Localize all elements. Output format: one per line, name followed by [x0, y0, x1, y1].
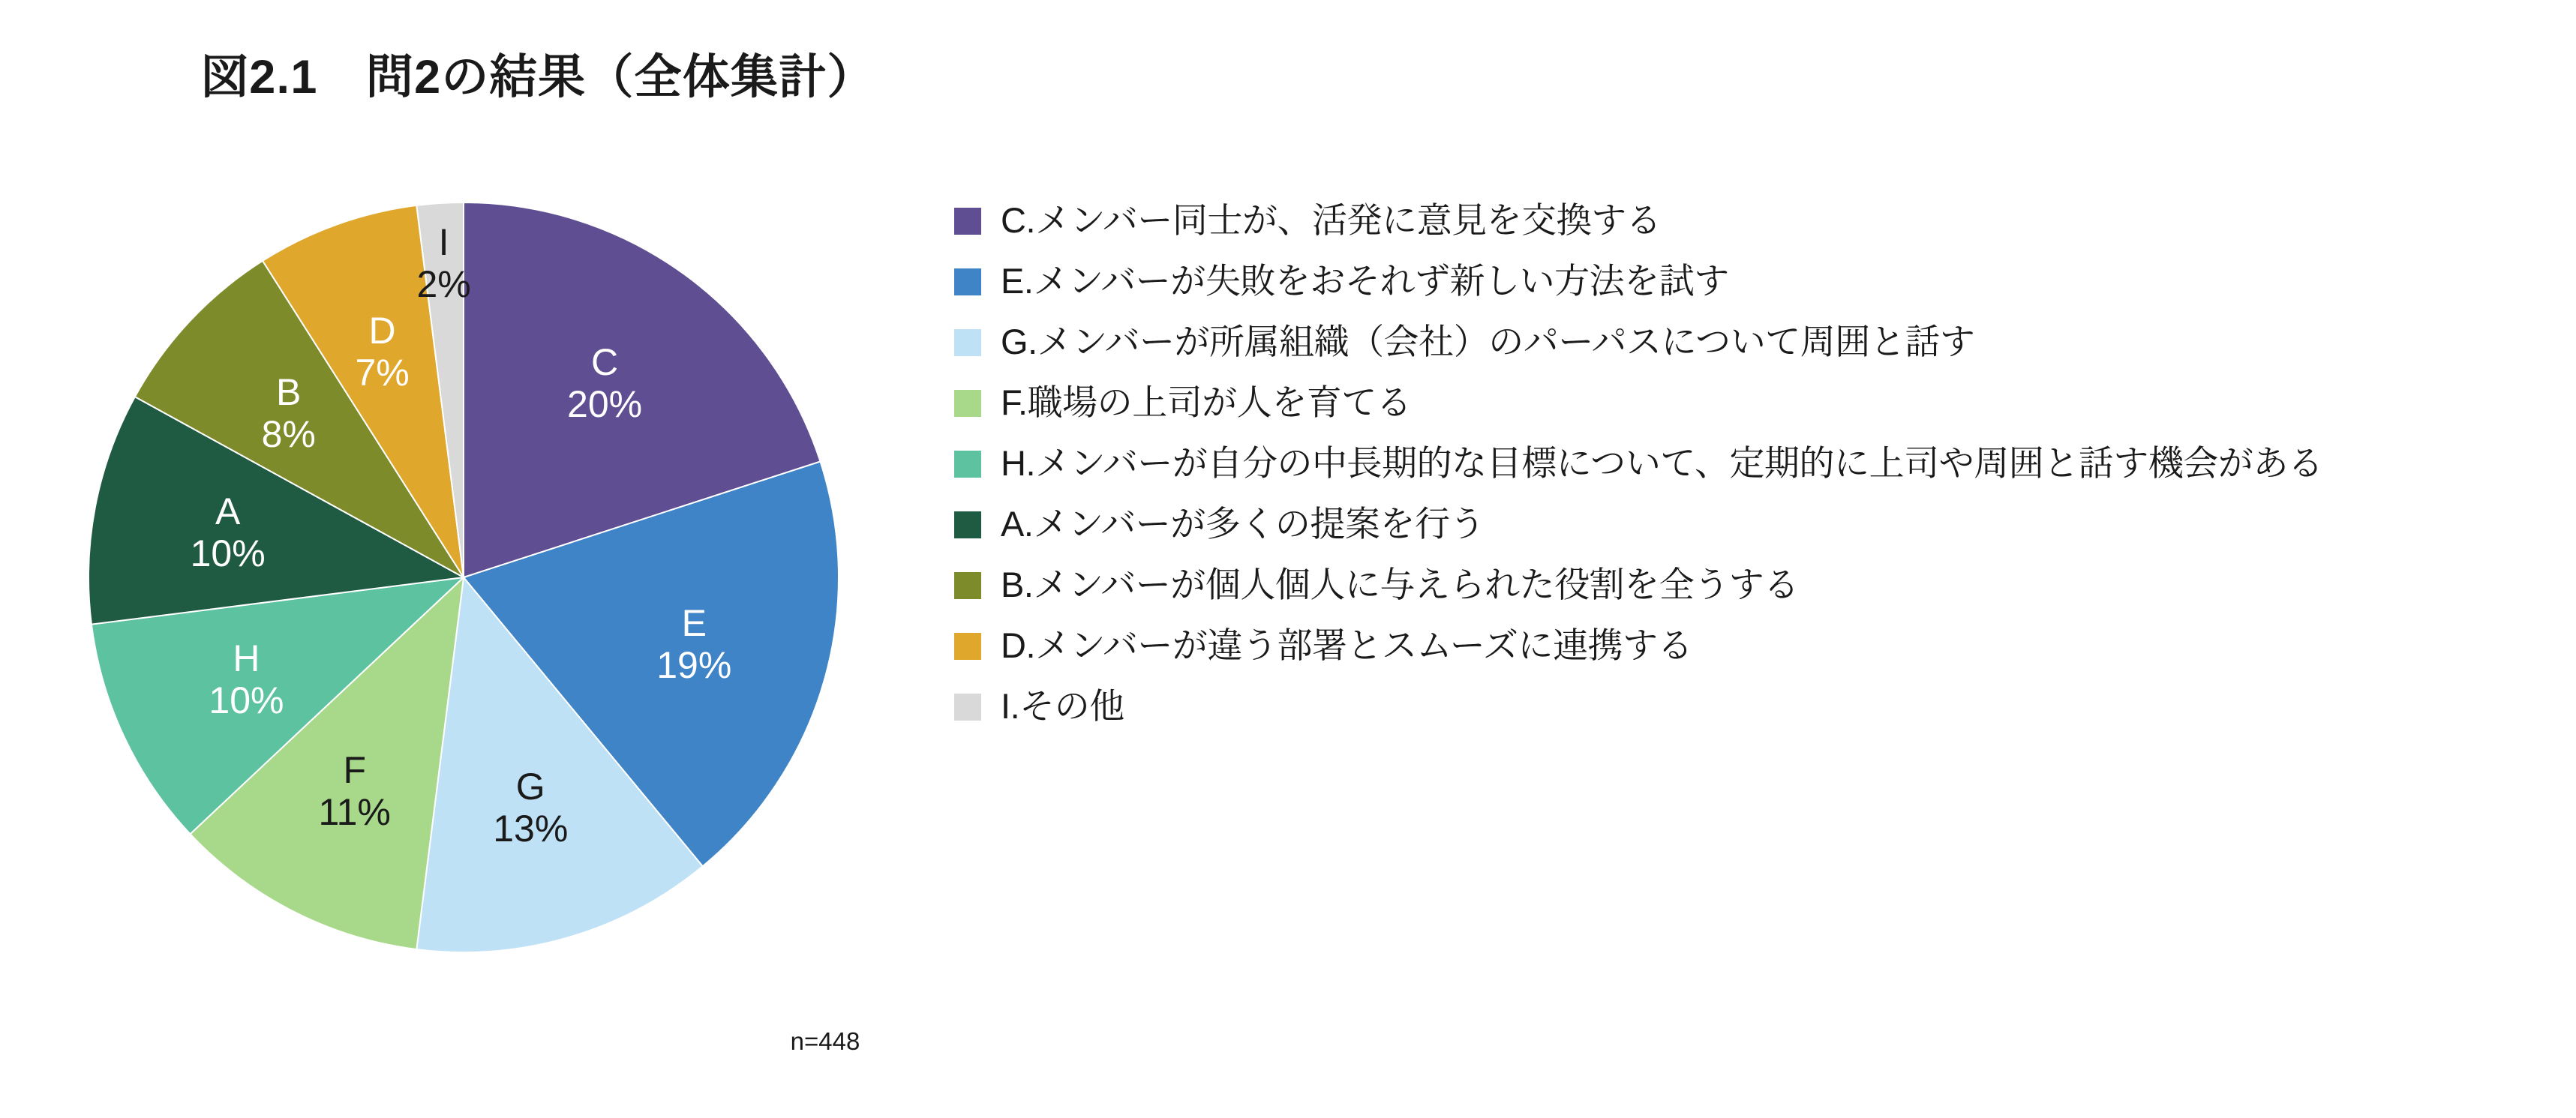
legend-label: H.メンバーが自分の中長期的な目標について、定期的に上司や周囲と話す機会がある	[1001, 443, 2323, 483]
legend-label: E.メンバーが失敗をおそれず新しい方法を試す	[1001, 261, 1729, 301]
legend-swatch-icon	[954, 511, 981, 538]
legend-item-b[interactable]	[954, 565, 2529, 626]
legend-swatch-icon	[954, 633, 981, 660]
slice-key: B	[276, 370, 302, 413]
slice-key: H	[233, 637, 260, 680]
sample-size-annotation: n=448	[790, 1027, 860, 1055]
legend-label: G.メンバーが所属組織（会社）のパーパスについて周囲と話す	[1001, 322, 1975, 361]
pie-chart	[60, 180, 960, 1055]
legend-label: F.職場の上司が人を育てる	[1001, 382, 1412, 422]
legend-item-a[interactable]	[954, 505, 2529, 565]
slice-key: F	[343, 749, 366, 792]
legend-item-g[interactable]	[954, 322, 2529, 383]
slice-key: C	[591, 341, 619, 384]
slice-key: A	[215, 490, 241, 533]
legend-item-i[interactable]	[954, 687, 2529, 748]
slice-key: D	[368, 309, 396, 352]
legend-label: B.メンバーが個人個人に与えられた役割を全うする	[1001, 565, 1799, 604]
slice-key: I	[438, 220, 449, 263]
legend-swatch-icon	[954, 268, 981, 295]
legend	[954, 201, 2529, 748]
slice-key: G	[515, 766, 545, 808]
page-title: 図2.1 問2の結果（全体集計）	[201, 51, 875, 103]
legend-item-f[interactable]	[954, 383, 2529, 444]
legend-label: C.メンバー同士が、活発に意見を交換する	[1001, 200, 1662, 240]
slice-value: 7%	[355, 351, 410, 394]
legend-swatch-icon	[954, 694, 981, 721]
slice-value: 11%	[318, 791, 391, 834]
legend-label: A.メンバーが多くの提案を行う	[1001, 504, 1485, 544]
pie-graphic	[81, 195, 846, 960]
legend-swatch-icon	[954, 572, 981, 599]
pie-svg	[81, 195, 846, 960]
slice-value: 10%	[190, 532, 266, 575]
slice-key: E	[681, 602, 707, 645]
legend-item-h[interactable]	[954, 444, 2529, 505]
legend-swatch-icon	[954, 390, 981, 417]
legend-swatch-icon	[954, 329, 981, 356]
slice-value: 10%	[209, 679, 284, 722]
slice-value: 2%	[416, 262, 471, 305]
legend-swatch-icon	[954, 208, 981, 235]
legend-item-d[interactable]	[954, 626, 2529, 687]
slice-value: 13%	[493, 808, 569, 850]
legend-item-e[interactable]	[954, 262, 2529, 322]
slice-value: 20%	[567, 383, 643, 426]
slice-value: 19%	[656, 644, 732, 687]
legend-item-c[interactable]	[954, 201, 2529, 262]
slice-value: 8%	[261, 412, 316, 455]
legend-swatch-icon	[954, 451, 981, 478]
legend-label: I.その他	[1001, 686, 1124, 726]
legend-label: D.メンバーが違う部署とスムーズに連携する	[1001, 625, 1693, 665]
